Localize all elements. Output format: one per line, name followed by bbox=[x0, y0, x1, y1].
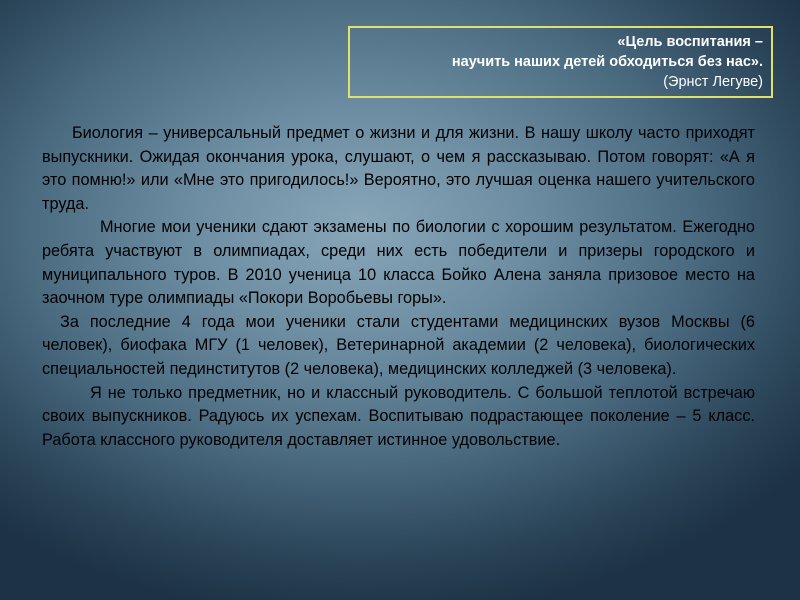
epigraph-line-1: «Цель воспитания – bbox=[617, 34, 763, 50]
epigraph-box bbox=[348, 26, 773, 98]
epigraph-author: (Эрнст Легуве) bbox=[663, 74, 763, 90]
paragraph-2: Многие мои ученики сдают экзамены по биологии с хорошим результатом. Ежегодно ребята участвуют в олимпиадах, среди них есть победители и призеры городского и муниципального туров. В 2010 ученица 10 класса Бойко Алена заняла призовое место на заочном туре олимпиады «Покори Воробьевы горы». bbox=[42, 218, 755, 308]
paragraph-3: За последние 4 года мои ученики стали студентами медицинских вузов Москвы (6 человек), биофака МГУ (1 человек), Ветеринарной академии (2 человека), биологических специальностей пединститутов (2 человека), медицинских колледжей (3 человека). bbox=[42, 312, 755, 378]
epigraph-line-2: научить наших детей обходиться без нас». bbox=[451, 54, 763, 70]
main-text bbox=[42, 122, 755, 452]
paragraph-4: Я не только предметник, но и классный руководитель. С большой теплотой встречаю своих выпускников. Радуюсь их успехам. Воспитываю подрастающее поколение – 5 класс. Работа классного руководителя доставляет истинное удовольствие. bbox=[42, 383, 755, 449]
paragraph-1: Биология – универсальный предмет о жизни и для жизни. В нашу школу часто приходят выпускники. Ожидая окончания урока, слушают, о чем я рассказываю. Потом говорят: «А я это помню!» или «Мне это пригодилось!» Вероятно, это лучшая оценка нашего учительского труда. bbox=[42, 124, 755, 213]
